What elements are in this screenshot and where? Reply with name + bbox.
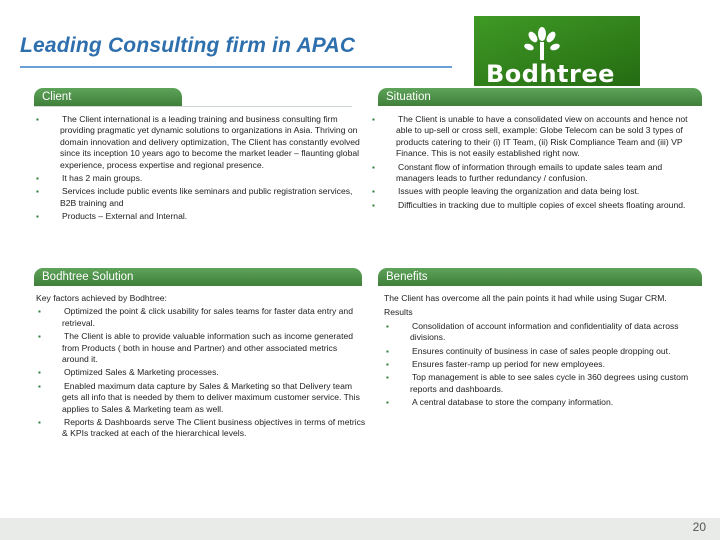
benefits-intro: The Client has overcome all the pain points it had while using Sugar CRM. — [384, 293, 667, 303]
bullet-icon: ▪ — [386, 346, 389, 356]
list-item: ▪ Optimized Sales & Marketing processes. — [38, 367, 219, 378]
list-item: ▪ Optimized the point & click usability for sales teams for faster data entry and retrieval. — [38, 306, 353, 328]
logo-text: Bodhtree — [486, 60, 615, 88]
slide-title: Leading Consulting firm in APAC — [20, 34, 356, 57]
bullet-icon: ▪ — [36, 187, 39, 197]
situation-content — [370, 114, 690, 213]
bullet-icon: ▪ — [386, 398, 389, 408]
list-item: ▪ Constant flow of information through emails to update sales team and managers leads to further redundancy / confusion. — [372, 161, 663, 184]
list-item: ▪ Services include public events like seminars and public registration services, B2B training and — [36, 186, 353, 208]
bullet-icon: ▪ — [372, 200, 375, 210]
client-divider — [34, 106, 352, 107]
bullet-icon: ▪ — [386, 321, 389, 331]
list-item: ▪ The Client international is a leading training and business consulting firm providing pragmatic yet dynamic solutions to organizations in Asia. Thriving on domain innovation and delivery optimization, The Client has constantly evolved since its inception 10 years ago to become the market leader – flaunting global experience, process expertise and regional presence. — [36, 114, 360, 170]
list-item: ▪ A central database to store the company information. — [386, 397, 614, 408]
bullet-icon: ▪ — [38, 368, 41, 378]
footer-bar — [0, 518, 720, 540]
bullet-icon: ▪ — [36, 212, 39, 222]
list-item: ▪ Products – External and Internal. — [36, 211, 188, 222]
list-item: ▪ Difficulties in tracking due to multiple copies of excel sheets floating around. — [372, 199, 686, 210]
list-item: ▪ The Client is unable to have a consolidated view on accounts and hence not able to up-sell or cross sell, example: Globe Telecom can be sold 3 types of products catering to their (i) IT Team, (ii) Risk Compliance Team and (iii) VP Finance. This is not easily established right now. — [372, 114, 688, 159]
title-underline — [20, 66, 452, 68]
bullet-icon: ▪ — [372, 162, 375, 172]
bullet-icon: ▪ — [38, 381, 41, 391]
solution-header: Bodhtree Solution — [34, 268, 362, 286]
bodhtree-logo — [474, 16, 640, 86]
bullet-icon: ▪ — [38, 418, 41, 428]
client-content — [34, 114, 364, 225]
bullet-icon: ▪ — [38, 307, 41, 317]
situation-header: Situation — [378, 88, 702, 106]
bullet-icon: ▪ — [372, 187, 375, 197]
benefits-header: Benefits — [378, 268, 702, 286]
list-item: ▪ Ensures faster-ramp up period for new employees. — [386, 359, 605, 370]
client-header: Client — [34, 88, 182, 106]
solution-intro: Key factors achieved by Bodhtree: — [36, 293, 167, 303]
list-item: ▪ It has 2 main groups. — [36, 173, 143, 184]
solution-content — [36, 293, 366, 442]
list-item: ▪ Enabled maximum data capture by Sales & Marketing so that Delivery team gets all info that is needed by them to deliver maximum customer service. This applies to Sales & Marketing team as well. — [38, 380, 360, 414]
bullet-icon: ▪ — [386, 360, 389, 370]
list-item: ▪ Top management is able to see sales cycle in 360 degrees using custom reports and dashboards. — [386, 372, 689, 394]
list-item: ▪ The Client is able to provide valuable information such as income generated from Products ( both in house and Partner) and other associated metrics around it. — [38, 331, 354, 365]
bullet-icon: ▪ — [36, 115, 39, 124]
page-number: 20 — [692, 520, 706, 534]
bullet-icon: ▪ — [36, 174, 39, 184]
bullet-icon: ▪ — [386, 373, 389, 383]
benefits-content — [384, 293, 692, 411]
list-item: ▪ Ensures continuity of business in case of sales people dropping out. — [386, 345, 671, 356]
list-item: ▪ Issues with people leaving the organization and data being lost. — [372, 186, 640, 197]
bullet-icon: ▪ — [38, 332, 41, 342]
list-item: ▪ Consolidation of account information and confidentiality of data across divisions. — [386, 320, 679, 343]
list-item: ▪ Reports & Dashboards serve The Client business objectives in terms of metrics & KPIs tracked at each of the hierarchical levels. — [38, 417, 366, 439]
results-label: Results — [384, 307, 413, 318]
bullet-icon: ▪ — [372, 115, 375, 124]
